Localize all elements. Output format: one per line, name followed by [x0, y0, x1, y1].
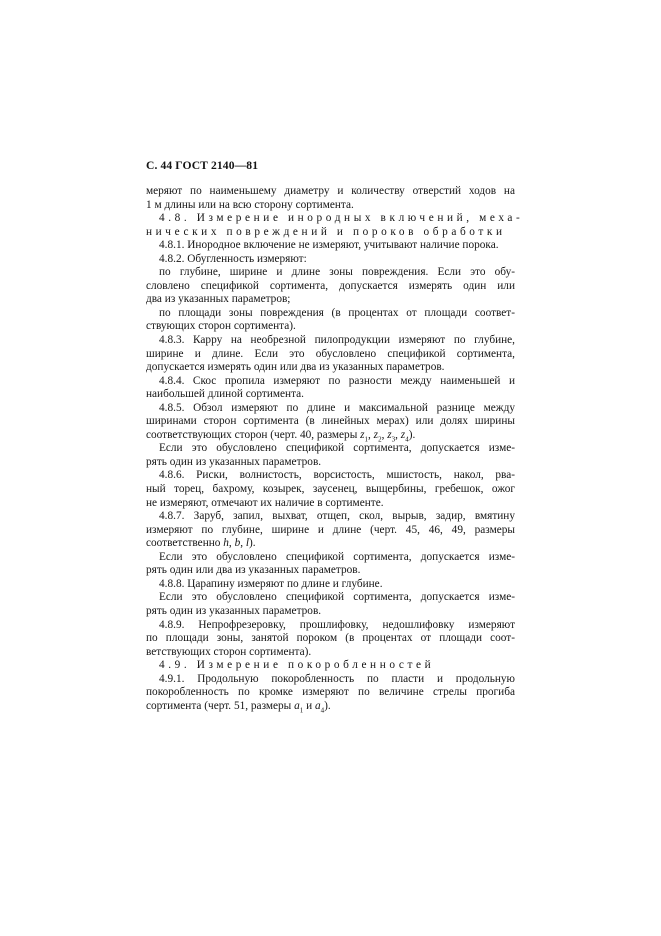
- dimension-symbols: $a_1$ и $a_4$).: [294, 699, 331, 715]
- text-line: [146, 185, 515, 199]
- line-text: два из указанных параметров;: [146, 293, 291, 306]
- text-line: [146, 686, 515, 700]
- text-line: [146, 524, 515, 538]
- line-text: 4.8.8. Царапину измеряют по длине и глубине.: [159, 577, 383, 590]
- text-line: [146, 483, 515, 497]
- line-text: 4.8.2. Обугленность измеряют:: [159, 252, 307, 265]
- line-text: 4.8.3. Карру на необрезной пилопродукции измеряют по глубине,: [159, 334, 515, 347]
- line-text: 4.8.7. Заруб, запил, выхват, отщеп, скол, вырыв, задир, вмятину: [159, 510, 515, 523]
- text-line: [146, 280, 515, 294]
- text-line: [146, 700, 515, 714]
- text-line: [146, 442, 515, 456]
- line-text: по площади зоны, занятой пороком (в процентах от площади соот-: [146, 632, 515, 645]
- line-text: 4.8.1. Инородное включение не измеряют, учитывают наличие порока.: [159, 239, 499, 252]
- text-line: [146, 253, 515, 267]
- text-line: [146, 591, 515, 605]
- text-line: [146, 537, 515, 551]
- section-heading: [146, 212, 524, 226]
- text-line: [146, 375, 515, 389]
- text-line: [146, 632, 515, 646]
- line-text: наибольшей длиной сортимента.: [146, 388, 304, 401]
- text-line: [146, 307, 515, 321]
- text-line: [146, 497, 515, 511]
- text-line: [146, 334, 515, 348]
- line-text: рять один или два из указанных параметров.: [146, 564, 361, 577]
- text-line: [146, 469, 515, 483]
- line-text: 4.8.4. Скос пропила измеряют по разности между наименьшей и: [159, 374, 515, 387]
- line-text: Если это обусловлено спецификой сортимента, допускается изме-: [159, 550, 515, 563]
- text-line: [146, 619, 515, 633]
- line-text: соответственно: [146, 537, 224, 550]
- line-text: по площади зоны повреждения (в процентах от площади соответ-: [159, 306, 515, 319]
- line-text: рять один из указанных параметров.: [146, 604, 322, 617]
- text-line: [146, 646, 515, 660]
- line-text: ветствующих сторон сортимента).: [146, 645, 312, 658]
- text-line: [146, 388, 515, 402]
- line-text: ный торец, бахрому, козырек, заусенец, выщербины, гребешок, ожог: [146, 483, 515, 496]
- text-line: [146, 199, 515, 213]
- line-text: 4.8.9. Непрофрезеровку, прошлифовку, недошлифовку измеряют: [159, 618, 515, 631]
- text-line: [146, 415, 515, 429]
- line-text: 4.9. Измерение покоробленностей: [159, 659, 435, 672]
- line-text: 4.9.1. Продольную покоробленность по пласти и продольную: [159, 672, 515, 685]
- text-line: [146, 551, 515, 565]
- line-text: не измеряют, отмечают их наличие в сортименте.: [146, 496, 384, 509]
- line-text: 4.8.6. Риски, волнистость, ворсистость, мшистость, накол, рва-: [159, 469, 515, 482]
- text-line: [146, 673, 515, 687]
- text-line: [146, 348, 515, 362]
- line-text: нических повреждений и пороков обработки: [146, 225, 506, 238]
- dimension-symbols: h, b, l).: [223, 537, 256, 550]
- line-text: ширинами сторон сортимента (в линейных мерах) или долях ширины: [146, 415, 515, 428]
- text-line: [146, 605, 515, 619]
- text-line: [146, 239, 515, 253]
- line-text: сортимента (черт. 51, размеры: [146, 699, 295, 712]
- line-text: измеряют по глубине, ширине и длине (черт. 45, 46, 49, размеры: [146, 523, 515, 536]
- line-text: Если это обусловлено спецификой сортимента, допускается изме-: [159, 442, 515, 455]
- line-text: ствующих сторон сортимента).: [146, 320, 296, 333]
- line-text: соответствующих сторон (черт. 40, размеры: [146, 428, 361, 441]
- section-heading: [146, 226, 515, 240]
- line-text: рять один из указанных параметров.: [146, 455, 322, 468]
- text-line: [146, 293, 515, 307]
- text-line: [146, 510, 515, 524]
- text-line: [146, 320, 515, 334]
- page-header: С. 44 ГОСТ 2140—81: [146, 159, 259, 172]
- dimension-symbols: $z_1$, $z_2$, $z_3$, $z_4$).: [360, 428, 416, 444]
- line-text: словлено спецификой сортимента, допускается измерять один или: [146, 279, 515, 292]
- line-text: покоробленность по кромке измеряют по величине стрелы прогиба: [146, 686, 515, 699]
- line-text: допускается измерять один или два из указанных параметров.: [146, 361, 445, 374]
- line-text: Если это обусловлено спецификой сортимента, допускается изме-: [159, 591, 515, 604]
- line-text: 4.8. Измерение инородных включений, меха-: [159, 212, 524, 225]
- line-text: 4.8.5. Обзол измеряют по длине и максимальной разнице между: [159, 401, 515, 414]
- text-line: [146, 361, 515, 375]
- text-line: [146, 564, 515, 578]
- line-text: по глубине, ширине и длине зоны повреждения. Если это обу-: [159, 266, 515, 279]
- text-line: [146, 429, 515, 443]
- text-line: [146, 456, 515, 470]
- text-line: [146, 266, 515, 280]
- line-text: 1 м длины или на всю сторону сортимента.: [146, 198, 354, 211]
- section-heading: [146, 659, 515, 673]
- line-text: ширине и длине. Если это обусловлено спецификой сортимента,: [146, 347, 515, 360]
- text-line: [146, 402, 515, 416]
- line-text: меряют по наименьшему диаметру и количеству отверстий ходов на: [146, 185, 515, 197]
- document-body: [146, 185, 524, 715]
- text-line: [146, 578, 515, 592]
